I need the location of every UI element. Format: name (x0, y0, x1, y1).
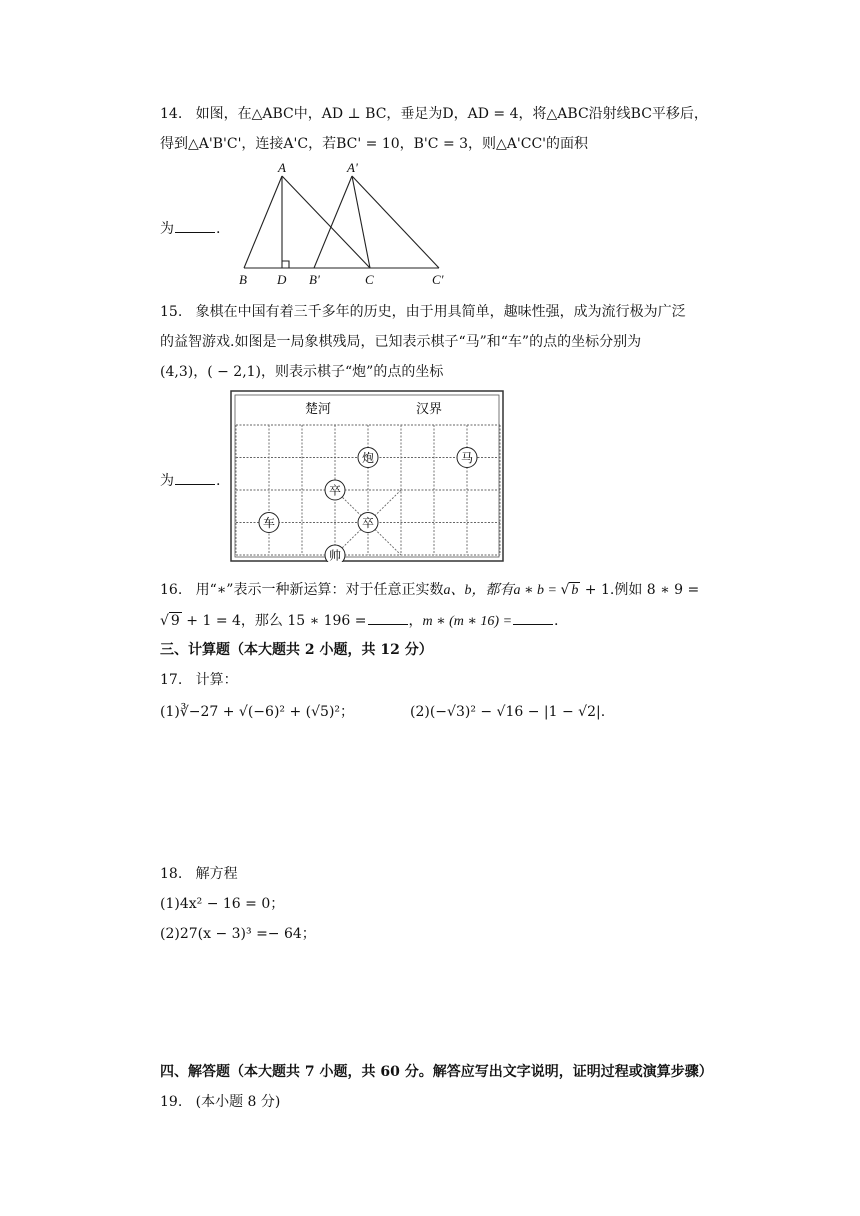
q19-number: 19. (160, 1094, 183, 1110)
q14-right-angle-mark (282, 261, 289, 268)
q18-part1: (1)4x² − 16 = 0； (160, 896, 285, 912)
q17-part1: (1)∛−27 + √(−6)² + (√5)²； (160, 704, 355, 720)
q16-sqrt-9: 9 (170, 613, 180, 629)
section-4-heading: 四、解答题（本大题共 7 小题，共 60 分。解答应写出文字说明，证明过程或演算步骤） (160, 1064, 713, 1080)
q15-line3 (160, 362, 443, 382)
q14-triangle-figure (232, 160, 452, 290)
q14-line2 (160, 134, 588, 154)
q16-number: 16. (160, 582, 183, 598)
q14-answer (160, 218, 220, 239)
chess-piece-label: 卒 (361, 516, 375, 530)
board-river-right: 汉界 (416, 401, 443, 416)
chess-piece-label: 马 (460, 451, 474, 465)
q14-label-b: B (239, 272, 247, 287)
q14-answer-blank[interactable] (175, 218, 215, 233)
chess-piece-label: 卒 (328, 483, 342, 498)
q14-side-ab (244, 176, 282, 268)
chess-piece (457, 448, 477, 468)
q14-side-a1c1 (352, 176, 439, 268)
q14-side-a1b1 (314, 176, 352, 268)
q14-answer-suffix: . (216, 221, 221, 237)
q16-sqrt-sign-1: √ (560, 582, 570, 598)
q14-label-c1: C' (432, 272, 444, 287)
q16-sqrt-b: b (571, 583, 579, 598)
q14-label-a: A (278, 160, 286, 175)
q17-line1 (160, 670, 238, 690)
q16-text-2a: + 1 = 4，那么 15 ∗ 196 = (181, 613, 367, 629)
q16-sqrt-sign-2: √ (160, 613, 169, 629)
q16-formula-1: a ∗ b = (513, 583, 561, 598)
chess-piece (325, 480, 345, 500)
q14-number: 14. (160, 106, 183, 122)
q14-label-a1: A' (347, 160, 358, 175)
q18-line1 (160, 864, 238, 884)
q16-answer-blank-2[interactable] (513, 610, 553, 625)
q18-number: 18. (160, 866, 183, 882)
q17-number: 17. (160, 672, 183, 688)
q15-line2 (160, 332, 641, 352)
q16-text-1b: a、b，都有 (443, 583, 514, 598)
q16-text-1end: + 1.例如 8 ∗ 9 = (580, 582, 700, 598)
q16-text-2end: . (554, 613, 559, 629)
q15-answer-blank[interactable] (175, 470, 215, 485)
chess-piece (358, 448, 378, 468)
q17-part2: (2)(−√3)² − √16 − |1 − √2|. (410, 704, 606, 720)
q16-line2 (160, 610, 559, 632)
q16-answer-blank-1[interactable] (368, 610, 408, 625)
q15-line1 (160, 302, 686, 322)
q14-segment-a1c (352, 176, 370, 268)
q18-title: 解方程 (195, 866, 238, 882)
q14-label-d: D (277, 272, 287, 287)
board-river-left: 楚河 (305, 401, 332, 416)
q14-label-b1: B' (309, 272, 320, 287)
q14-side-ac (282, 176, 370, 268)
chess-piece (358, 513, 378, 533)
q15-chess-board (230, 390, 504, 562)
board-grid (236, 425, 500, 555)
q19-title: (本小题 8 分) (195, 1094, 281, 1110)
q15-number: 15. (160, 304, 183, 320)
board-outer-frame (231, 391, 503, 561)
section-3-heading: 三、计算题（本大题共 2 小题，共 12 分） (160, 642, 433, 658)
q15-answer-prefix: 为 (160, 473, 174, 489)
q16-text-2b: ， (408, 613, 423, 629)
chess-piece-label: 车 (262, 516, 276, 530)
q18-part2: (2)27(x − 3)³ =− 64； (160, 926, 316, 942)
q17-title: 计算： (195, 672, 238, 688)
q14-text-2: 得到△A'B'C'，连接A'C，若BC' = 10，B'C = 3，则△A'CC'的面积 (160, 136, 589, 152)
chess-piece-label: 炮 (361, 451, 375, 465)
q15-text-3: (4,3)，( − 2,1)，则表示棋子“炮”的点的坐标 (160, 364, 444, 380)
q15-text-1: 象棋在中国有着三千多年的历史，由于用具简单，趣味性强，成为流行极为广泛 (195, 304, 686, 320)
chess-piece (325, 545, 345, 562)
q14-answer-prefix: 为 (160, 221, 174, 237)
chess-piece-label: 帅 (328, 548, 342, 562)
q15-answer (160, 470, 220, 491)
q16-text-1a: 用“∗”表示一种新运算：对于任意正实数 (195, 582, 444, 598)
q14-text-1: 如图，在△ABC中，AD ⊥ BC，垂足为D，AD = 4，将△ABC沿射线BC平移后， (195, 106, 708, 122)
chess-piece (259, 513, 279, 533)
q16-line1 (160, 580, 699, 601)
q15-text-2: 的益智游戏.如图是一局象棋残局，已知表示棋子“马”和“车”的点的坐标分别为 (160, 334, 642, 350)
q15-answer-suffix: . (216, 473, 221, 489)
q19-line1 (160, 1092, 280, 1112)
q14-line1 (160, 104, 708, 124)
q14-label-c: C (365, 272, 374, 287)
q16-formula-2: m ∗ (m ∗ 16) = (422, 614, 513, 629)
